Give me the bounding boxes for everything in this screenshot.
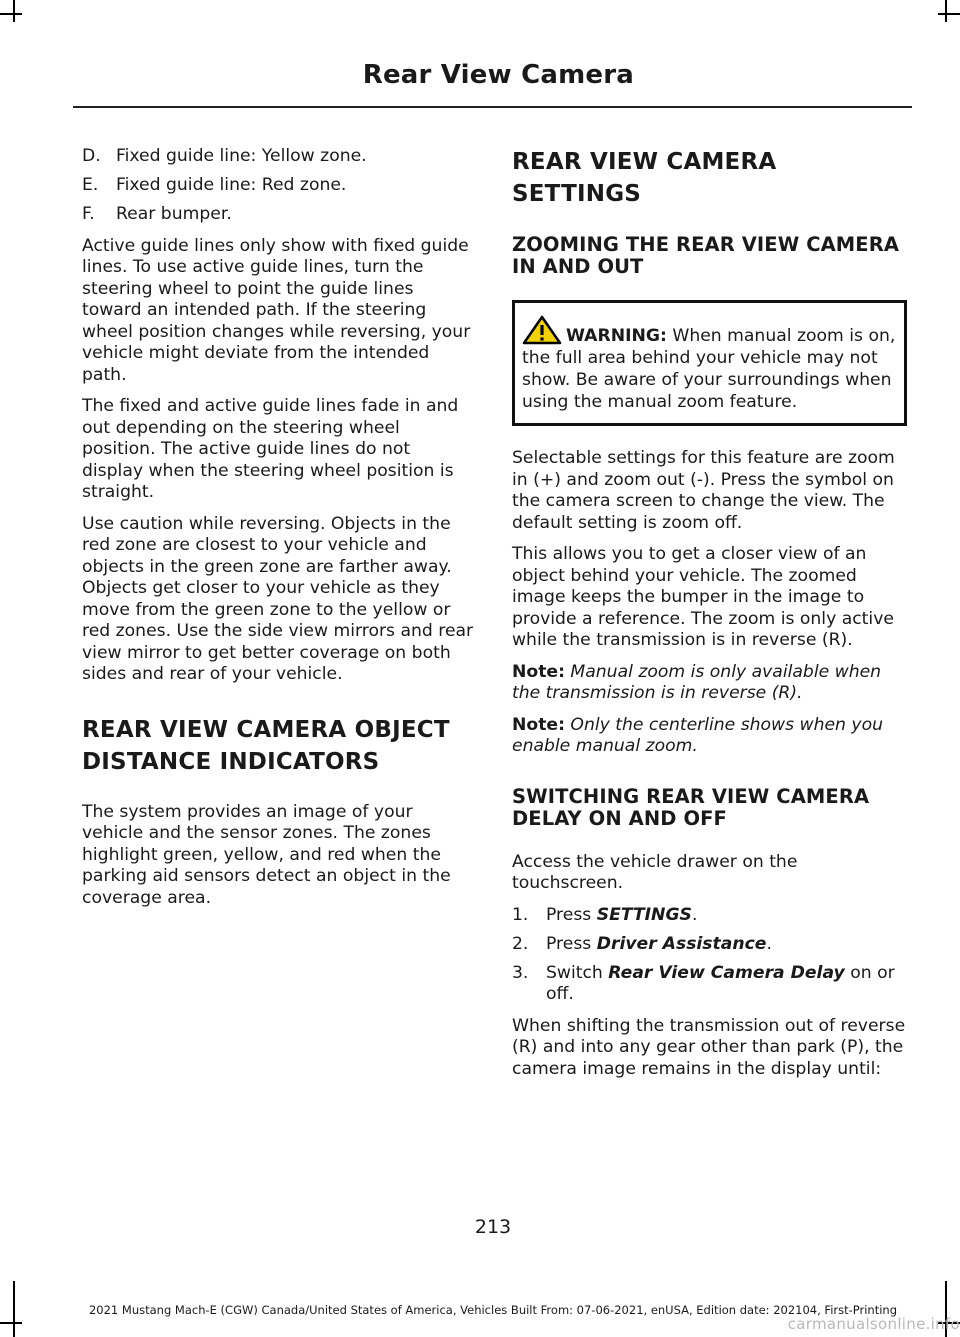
warning-label: WARNING:	[566, 326, 667, 346]
footer-edition-info: 2021 Mustang Mach-E (CGW) Canada/United States of America, Vehicles Built From: 07-06-2021, enUSA, Edition date: 202104, First-Printing	[88, 1303, 897, 1317]
step-item	[512, 905, 907, 927]
paragraph-selectable-settings: Selectable settings for this feature are zoom in (+) and zoom out (-). Press the symbol on the camera screen to change the view. The default setting is zoom off.	[512, 448, 895, 533]
step-prefix: Press	[546, 904, 597, 925]
paragraph-active-guide-lines: Active guide lines only show with fixed guide lines. To use active guide lines, turn the steering wheel to point the guide lines toward an intended path. If the steering wheel position changes while reversing, your vehicle might deviate from the intended path.	[82, 235, 471, 385]
crop-mark	[938, 13, 960, 15]
step-prefix: Press	[546, 933, 597, 954]
paragraph-system-provides: The system provides an image of your vehicle and the sensor zones. The zones highlight green, yellow, and red when the parking aid sensors detect an object in the coverage area.	[82, 801, 451, 908]
page-title: Rear View Camera	[362, 60, 634, 90]
paragraph-closer-view: This allows you to get a closer view of an object behind your vehicle. The zoomed image keeps the bumper in the image to provide a reference. The zoom is only active while the transmission is in reverse (R).	[512, 544, 894, 650]
list-marker: F.	[82, 204, 95, 224]
subheading-switching-delay: SWITCHING REAR VIEW CAMERA DELAY ON AND OFF	[512, 784, 870, 830]
step-item	[512, 934, 907, 956]
note-label: Note:	[512, 714, 565, 735]
left-column	[82, 146, 476, 919]
list-item	[82, 204, 476, 226]
heading-line: REAR VIEW CAMERA OBJECT	[82, 716, 450, 743]
step-number: 3.	[512, 962, 529, 983]
step-prefix: Switch	[546, 962, 609, 983]
heading-line: SETTINGS	[512, 181, 642, 207]
page-number: 213	[474, 1216, 512, 1238]
step-text	[546, 963, 907, 1006]
note-text: Manual zoom is only available when the transmission is in reverse (R).	[512, 661, 882, 703]
list-marker: D.	[82, 146, 101, 166]
crop-mark	[945, 0, 947, 22]
warning-triangle-icon	[522, 315, 562, 345]
section-heading-distance-indicators	[82, 714, 476, 778]
list-text: Rear bumper.	[116, 204, 232, 224]
warning-text: When manual zoom is on, the full area behind your vehicle may not show. Be aware of your surroundings when using the manual zoom feature.	[522, 326, 896, 412]
paragraph-shifting-transmission: When shifting the transmission out of reverse (R) and into any gear other than park (P), the camera image remains in the display until:	[512, 1015, 906, 1079]
list-text: Fixed guide line: Red zone.	[116, 175, 347, 195]
crop-mark	[0, 1322, 22, 1324]
step-setting-name: Driver Assistance	[596, 933, 767, 954]
crop-mark	[0, 13, 22, 15]
right-column	[512, 146, 907, 1090]
step-text	[546, 905, 697, 927]
note-manual-zoom-reverse	[512, 662, 907, 705]
paragraph-use-caution: Use caution while reversing. Objects in the red zone are closest to your vehicle and objects in the green zone are farther away. Objects get closer to your vehicle as they move from the green zone to the yellow or red zones. Use the side view mirrors and rear view mirror to get better coverage on both sides and rear of your vehicle.	[82, 513, 474, 684]
heading-line: REAR VIEW CAMERA	[512, 149, 777, 175]
list-item	[82, 146, 476, 168]
step-suffix: .	[691, 904, 698, 925]
list-text: Fixed guide line: Yellow zone.	[116, 146, 367, 166]
section-heading-camera-settings	[512, 146, 907, 210]
step-setting-name: SETTINGS	[596, 904, 692, 925]
note-label: Note:	[512, 661, 565, 682]
note-centerline	[512, 715, 907, 758]
heading-line: DISTANCE INDICATORS	[82, 748, 380, 775]
warning-box	[512, 300, 907, 426]
note-text: Only the centerline shows when you enable manual zoom.	[512, 714, 883, 756]
step-suffix: on or off.	[546, 962, 895, 1004]
step-number: 2.	[512, 933, 529, 954]
crop-mark	[13, 0, 15, 22]
step-text	[546, 934, 772, 956]
list-item	[82, 175, 476, 197]
watermark: carmanualsonline.info	[787, 1315, 960, 1333]
list-marker: E.	[82, 175, 99, 195]
step-suffix: .	[766, 933, 772, 954]
paragraph-access-drawer: Access the vehicle drawer on the touchscreen.	[512, 851, 798, 893]
step-item	[512, 963, 907, 1006]
header-divider	[73, 106, 912, 108]
step-number: 1.	[512, 904, 529, 925]
step-setting-name: Rear View Camera Delay	[608, 962, 845, 983]
paragraph-guide-lines-fade: The fixed and active guide lines fade in and out depending on the steering wheel position. The active guide lines do not display when the steering wheel position is straight.	[82, 396, 459, 502]
subheading-zooming: ZOOMING THE REAR VIEW CAMERA IN AND OUT	[512, 233, 900, 278]
